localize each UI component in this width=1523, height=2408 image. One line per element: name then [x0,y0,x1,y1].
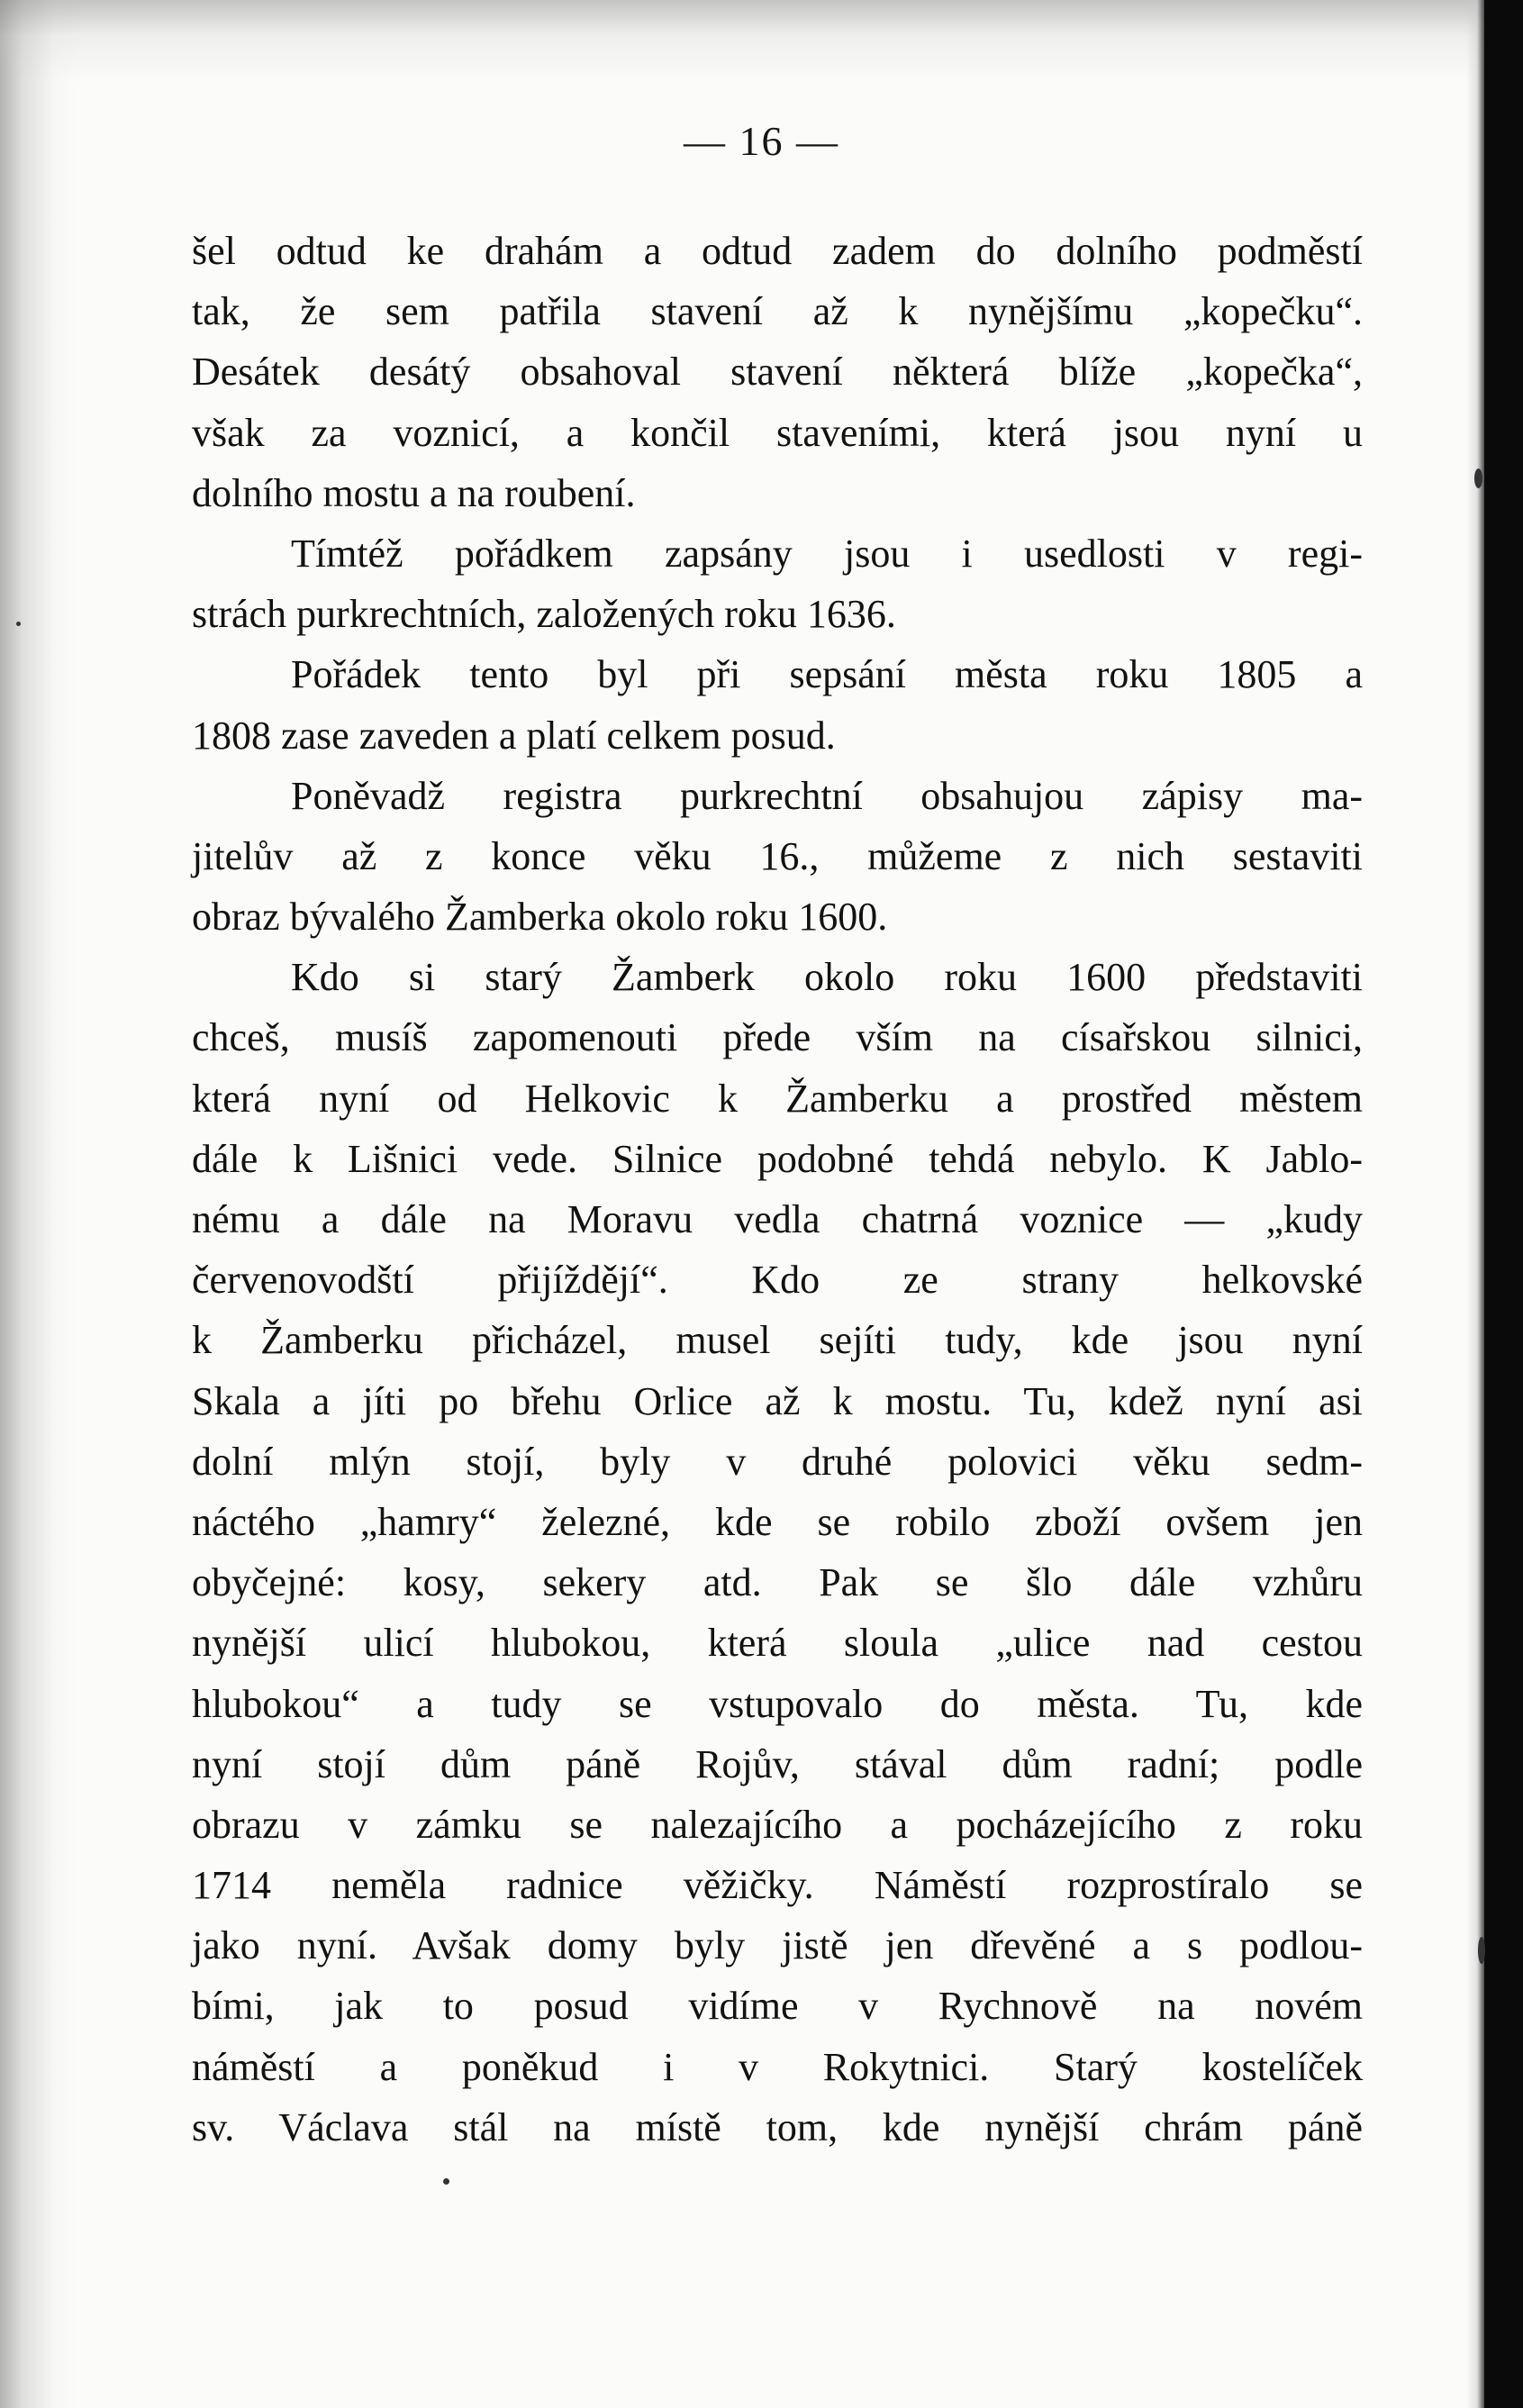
scan-speck [443,2178,449,2185]
binding-shadow [1466,0,1484,2408]
paragraph-start-line: Pořádek tento byl při sepsání města roku 1805 a [291,652,1363,697]
text-line: strách purkrechtních, založených roku 1636. [192,592,896,637]
text-line: chceš, musíš zapomenouti přede vším na císařskou silnici, [192,1015,1363,1060]
text-line: 1808 zase zaveden a platí celkem posud. [192,713,836,758]
text-line: k Žamberku přicházel, musel sejíti tudy, kde jsou nyní [192,1318,1363,1363]
text-line: dolního mostu a na roubení. [192,470,636,515]
text-line: Skala a jíti po břehu Orlice až k mostu. Tu, kdež nyní asi [192,1378,1363,1423]
scan-speck [1478,1937,1485,1964]
text-line: červenovodští přijíždějí“. Kdo ze strany helkovské [192,1258,1363,1303]
page-edge-shading-left [0,0,81,2408]
text-line: bími, jak to posud vidíme v Rychnově na novém [192,1984,1363,2029]
text-line: však za voznicí, a končil staveními, která jsou nyní u [192,410,1363,455]
text-line: nému a dále na Moravu vedla chatrná voznice — „kudy [192,1197,1363,1241]
text-line: 1714 neměla radnice věžičky. Náměstí rozprostíralo se [192,1863,1363,1908]
text-line: náměstí a poněkud i v Rokytnici. Starý kostelíček [192,2044,1363,2089]
text-line: sv. Václava stál na místě tom, kde nynější chrám páně [192,2104,1363,2149]
page-edge-shading-top [0,0,1523,81]
text-line: tak, že sem patřila stavení až k nynějšímu „kopečku“. [192,289,1363,334]
scan-speck [16,622,21,626]
text-line: náctého „hamry“ železné, kde se robilo zboží ovšem jen [192,1499,1363,1544]
text-line: obyčejné: kosy, sekery atd. Pak se šlo dále vzhůru [192,1560,1363,1605]
paragraph-start-line: Kdo si starý Žamberk okolo roku 1600 představiti [291,955,1363,1000]
text-line: která nyní od Helkovic k Žamberku a prostřed městem [192,1076,1363,1121]
text-line: obraz bývalého Žamberka okolo roku 1600. [192,895,888,940]
text-line: obrazu v zámku se nalezajícího a pocházejícího z roku [192,1802,1363,1847]
body-text [192,221,1363,2158]
paragraph-start-line: Poněvadž registra purkrechtní obsahujou zápisy ma- [291,773,1363,818]
text-line: šel odtud ke drahám a odtud zadem do dolního podměstí [192,229,1363,273]
page-number: — 16 — [684,118,839,164]
text-line: nyní stojí dům páně Rojův, stával dům radní; podle [192,1741,1363,1786]
text-line: dolní mlýn stojí, byly v druhé polovici věku sedm- [192,1439,1363,1484]
text-line: jako nyní. Avšak domy byly jistě jen dřevěné a s podlou- [192,1923,1363,1968]
scan-speck [1474,468,1482,488]
text-line: Desátek desátý obsahoval stavení některá blíže „kopečka“, [192,350,1363,395]
text-line: jitelův až z konce věku 16., můžeme z nich sestaviti [192,833,1363,878]
paragraph-start-line: Tímtéž pořádkem zapsány jsou i usedlosti v regi- [291,531,1363,576]
text-line: nynější ulicí hlubokou, která sloula „ulice nad cestou [192,1621,1363,1666]
text-line: hlubokou“ a tudy se vstupovalo do města. Tu, kde [192,1681,1363,1726]
text-line: dále k Lišnici vede. Silnice podobné tehdá nebylo. K Jablo- [192,1136,1363,1181]
book-binding-edge [1484,0,1523,2408]
